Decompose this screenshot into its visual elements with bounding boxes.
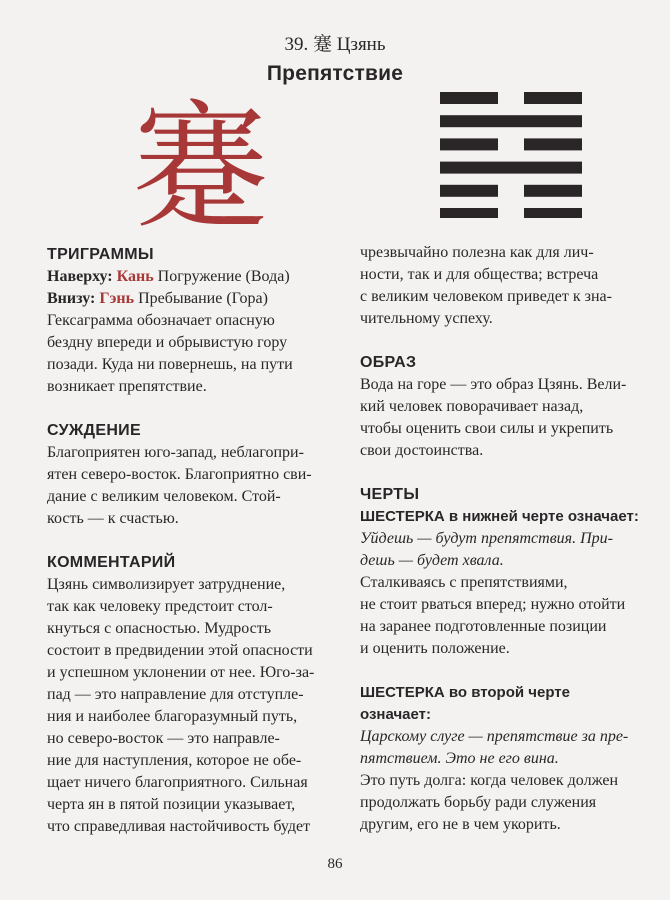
page-header — [0, 32, 670, 87]
text-line: ния и наиболее благоразумный путь, — [47, 708, 298, 725]
text-line: Гексаграмма обозначает опасную — [47, 312, 275, 329]
hexagram-solid-line — [440, 162, 582, 174]
hexagram-broken-line-segment — [440, 138, 498, 150]
italic-line: пятствием. Это не его вина. — [360, 750, 559, 767]
page-number: 86 — [327, 856, 343, 872]
text-line: кий человек поворачивает назад, — [360, 398, 584, 415]
right-column — [360, 242, 660, 836]
hexagram-title: Препятствие — [266, 62, 404, 85]
text-line: Цзянь символизирует затруднение, — [47, 576, 286, 593]
text-line: не стоит рваться вперед; нужно отойти — [360, 596, 626, 613]
chinese-character-glyph — [128, 93, 273, 228]
text-line: чрезвычайно полезна как для лич- — [360, 244, 594, 261]
hexagram-lines-icon — [440, 90, 582, 218]
text-line: кнуться с опасностью. Мудрость — [47, 620, 272, 637]
italic-line: дешь — будет хвала. — [360, 552, 504, 569]
left-column — [47, 244, 337, 838]
hexagram-broken-line-segment — [524, 185, 582, 197]
text-line: свои достоинства. — [360, 442, 484, 459]
trigram-lower: Внизу: Гэнь Пребывание (Гора) — [47, 290, 268, 307]
trigram-lower-name: Гэнь — [99, 290, 135, 307]
hexagram-figure — [440, 90, 582, 218]
text-line: пад — это направление для отступле- — [47, 686, 304, 703]
text-line: и оценить положение. — [360, 640, 510, 657]
hexagram-broken-line-segment — [440, 185, 498, 197]
jian-character-icon — [128, 93, 273, 228]
first-line-heading: ШЕСТЕРКА в нижней черте означает: — [360, 508, 639, 525]
second-line-heading-cont: означает: — [360, 706, 431, 723]
text-line: и успешном уклонении от нее. Юго-за- — [47, 664, 315, 681]
text-line: продолжать борьбу ради служения — [360, 794, 597, 811]
text-line: чительному успеху. — [360, 310, 493, 327]
image-heading: ОБРАЗ — [360, 354, 417, 371]
hexagram-solid-line — [440, 115, 582, 127]
glyph-char: 蹇 — [130, 93, 270, 228]
text-line: Благоприятен юго-запад, неблагопри- — [47, 444, 304, 461]
hexagram-broken-line-segment — [440, 208, 498, 218]
text-line: Сталкиваясь с препятствиями, — [360, 574, 568, 591]
commentary-heading: КОММЕНТАРИЙ — [47, 554, 176, 571]
judgment-heading: СУЖДЕНИЕ — [47, 422, 141, 439]
text-line: другим, его не в чем укорить. — [360, 816, 561, 833]
lines-heading: ЧЕРТЫ — [360, 486, 420, 503]
trigram-upper-name: Кань — [116, 268, 154, 285]
text-line: кость — к счастью. — [47, 510, 179, 527]
text-line: бездну впереди и обрывистую гору — [47, 334, 288, 351]
italic-line: Царскому слуге — препятствие за пре- — [360, 728, 629, 745]
text-line: дание с великим человеком. Стой- — [47, 488, 281, 505]
text-line: ности, так и для общества; встреча — [360, 266, 599, 283]
text-line: чтобы оценить свои силы и укрепить — [360, 420, 614, 437]
text-line: ние для наступления, которое не обе- — [47, 752, 302, 769]
text-line: щает ничего благоприятного. Сильная — [47, 774, 308, 791]
hexagram-broken-line-segment — [524, 92, 582, 104]
hexagram-broken-line-segment — [440, 92, 498, 104]
text-line: с великим человеком приведет к зна- — [360, 288, 612, 305]
text-line: Вода на горе — это образ Цзянь. Вели- — [360, 376, 627, 393]
text-line: возникает препятствие. — [47, 378, 207, 395]
text-line: на заранее подготовленные позиции — [360, 618, 607, 635]
text-line: ятен северо-восток. Благоприятно сви- — [47, 466, 312, 483]
hexagram-broken-line-segment — [524, 208, 582, 218]
text-line: что справедливая настойчивость будет — [47, 818, 311, 835]
trigram-upper: Наверху: Кань Погружение (Вода) — [47, 268, 290, 285]
trigrams-heading: ТРИГРАММЫ — [47, 246, 154, 263]
text-line: Это путь долга: когда человек должен — [360, 772, 619, 789]
hexagram-number: 39. 蹇 Цзянь — [284, 34, 386, 55]
text-line: так как человеку предстоит стол- — [47, 598, 273, 615]
second-line-heading: ШЕСТЕРКА во второй черте — [360, 684, 570, 701]
text-line: позади. Куда ни повернешь, на пути — [47, 356, 293, 373]
text-line: состоит в предвидении этой опасности — [47, 642, 313, 659]
italic-line: Уйдешь — будут препятствия. При- — [360, 530, 613, 547]
text-line: черта ян в пятой позиции указывает, — [47, 796, 296, 813]
text-line: но северо-восток — это направле- — [47, 730, 280, 747]
hexagram-broken-line-segment — [524, 138, 582, 150]
